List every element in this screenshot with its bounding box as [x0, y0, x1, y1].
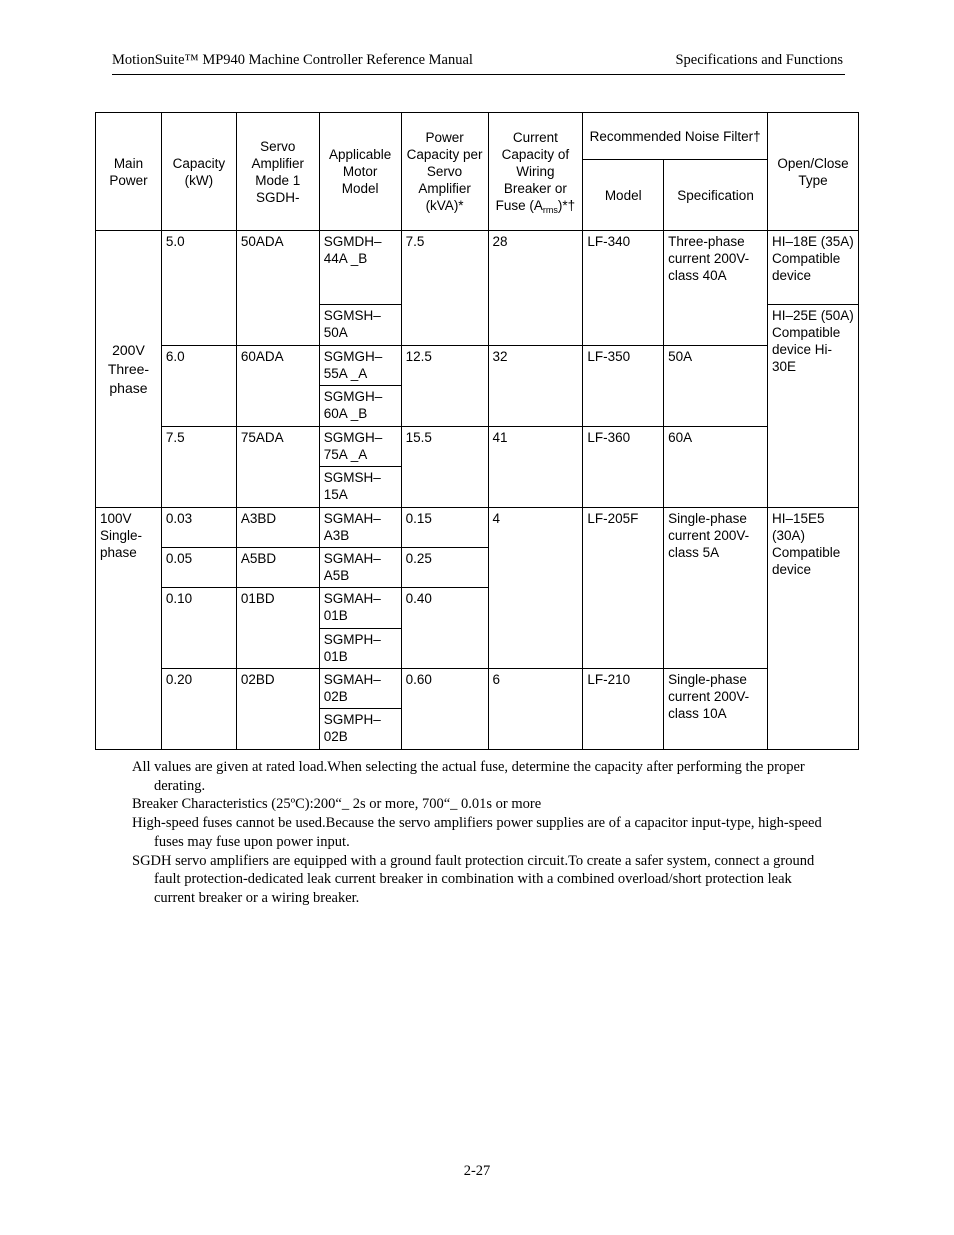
- kva-cell: 0.60: [401, 669, 488, 750]
- table-row: [96, 231, 859, 305]
- page-header: [112, 52, 845, 75]
- current-cell: 6: [488, 669, 583, 750]
- current-cell: 28: [488, 231, 583, 346]
- header-main-power: Main Power: [96, 113, 162, 231]
- kva-cell: 15.5: [401, 427, 488, 508]
- filter-spec-cell: 60A: [664, 427, 768, 508]
- kva-cell: 0.25: [401, 548, 488, 588]
- table-row: [96, 669, 859, 709]
- servo-cell: 50ADA: [236, 231, 319, 346]
- current-cell: 41: [488, 427, 583, 508]
- motor-cell: SGMAH–01B: [319, 588, 401, 629]
- capacity-cell: 0.20: [161, 669, 236, 750]
- motor-cell: SGMSH–15A: [319, 467, 401, 508]
- filter-model-cell: LF-205F: [583, 508, 664, 669]
- filter-spec-cell: Three-phase current 200V-class 40A: [664, 231, 768, 346]
- current-header-suffix: )*†: [557, 198, 576, 213]
- servo-cell: 01BD: [236, 588, 319, 669]
- servo-cell: 60ADA: [236, 346, 319, 427]
- header-power-capacity: Power Capacity per Servo Amplifier (kVA)*: [401, 113, 488, 231]
- open-close-cell: HI–18E (35A) Compatible device: [768, 231, 859, 305]
- servo-cell: A5BD: [236, 548, 319, 588]
- footnote: High-speed fuses cannot be used.Because the servo amplifiers power supplies are of a capacitor input-type, high-speed fuses may fuse upon power input.: [132, 815, 822, 850]
- group-100v: 100V Single-phase: [96, 508, 162, 750]
- filter-model-cell: LF-350: [583, 346, 664, 427]
- motor-cell: SGMAH–02B: [319, 669, 401, 709]
- filter-model-cell: LF-210: [583, 669, 664, 750]
- table-row: [96, 346, 859, 386]
- capacity-cell: 7.5: [161, 427, 236, 508]
- page-number: 2-27: [463, 1163, 491, 1179]
- current-cell: 32: [488, 346, 583, 427]
- servo-cell: 02BD: [236, 669, 319, 750]
- filter-spec-cell: 50A: [664, 346, 768, 427]
- motor-cell: SGMPH–02B: [319, 709, 401, 750]
- kva-cell: 7.5: [401, 231, 488, 346]
- servo-cell: 75ADA: [236, 427, 319, 508]
- servo-cell: A3BD: [236, 508, 319, 548]
- open-close-cell: HI–25E (50A) Compatible device Hi-30E: [768, 305, 859, 508]
- filter-spec-cell: Single-phase current 200V-class 10A: [664, 669, 768, 750]
- capacity-cell: 0.03: [161, 508, 236, 548]
- current-header-text: Current Capacity of Wiring Breaker or Fuse (A: [495, 130, 570, 213]
- footnotes: [132, 758, 832, 908]
- rms-subscript: rms: [542, 205, 558, 215]
- footnote: Breaker Characteristics (25ºC):200“_ 2s or more, 700“_ 0.01s or more: [132, 796, 542, 813]
- header-open-close: Open/Close Type: [768, 113, 859, 231]
- motor-cell: SGMDH–44A _B: [319, 231, 401, 305]
- kva-cell: 12.5: [401, 346, 488, 427]
- section-title: Specifications and Functions: [675, 52, 843, 68]
- motor-cell: SGMAH–A5B: [319, 548, 401, 588]
- motor-cell: SGMGH–55A _A: [319, 346, 401, 386]
- filter-model-cell: LF-360: [583, 427, 664, 508]
- motor-cell: SGMAH–A3B: [319, 508, 401, 548]
- header-noise-filter: Recommended Noise Filter†: [583, 113, 768, 160]
- open-close-cell: HI–15E5 (30A) Compatible device: [768, 508, 859, 750]
- group-200v: 200V Three-phase: [96, 231, 162, 508]
- capacity-cell: 5.0: [161, 231, 236, 346]
- filter-model-cell: LF-340: [583, 231, 664, 346]
- header-filter-spec: Specification: [664, 160, 768, 231]
- spec-table: [95, 112, 859, 750]
- capacity-cell: 0.05: [161, 548, 236, 588]
- footnote: All values are given at rated load.When selecting the actual fuse, determine the capacity after performing the proper derating.: [132, 759, 805, 794]
- motor-cell: SGMSH–50A: [319, 305, 401, 346]
- header-current-capacity: [488, 113, 583, 231]
- table-row: [96, 427, 859, 467]
- kva-cell: 0.40: [401, 588, 488, 669]
- filter-spec-cell: Single-phase current 200V-class 5A: [664, 508, 768, 669]
- header-capacity: Capacity (kW): [161, 113, 236, 231]
- manual-title: MotionSuite™ MP940 Machine Controller Reference Manual: [112, 52, 473, 68]
- table-row: [96, 508, 859, 548]
- header-motor-model: Applicable Motor Model: [319, 113, 401, 231]
- capacity-cell: 6.0: [161, 346, 236, 427]
- motor-cell: SGMGH–75A _A: [319, 427, 401, 467]
- kva-cell: 0.15: [401, 508, 488, 548]
- motor-cell: SGMPH–01B: [319, 629, 401, 669]
- motor-cell: SGMGH–60A _B: [319, 386, 401, 427]
- footnote: SGDH servo amplifiers are equipped with a ground fault protection circuit.To create a safer system, connect a ground fault protection-dedicated leak current breaker in combination with a combined overload/short protection leak current breaker or a wiring breaker.: [132, 852, 815, 906]
- header-filter-model: Model: [583, 160, 664, 231]
- header-servo-amplifier: Servo Amplifier Mode 1 SGDH-: [236, 113, 319, 231]
- capacity-cell: 0.10: [161, 588, 236, 669]
- current-cell: 4: [488, 508, 583, 669]
